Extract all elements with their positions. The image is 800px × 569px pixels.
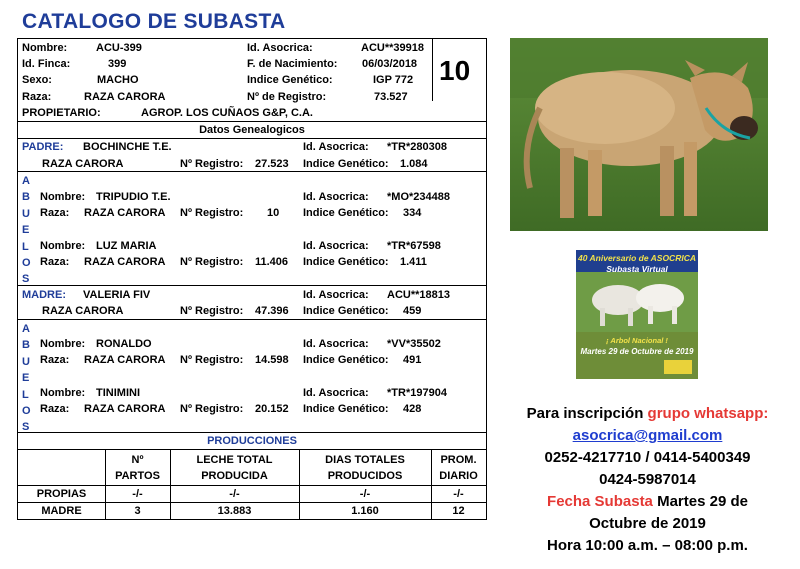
propietario-value: AGROP. LOS CUÑAOS G&P, C.A. (141, 107, 313, 119)
row-propias-partos: -/- (132, 488, 143, 500)
fecha-label: Fecha Subasta (547, 493, 653, 510)
fecha-line (505, 491, 790, 512)
col-dias-b: PRODUCIDOS (327, 470, 403, 482)
abuelo-id-label: Id. Asocrica: (303, 191, 369, 203)
id-asocrica-value: ACU**39918 (361, 42, 424, 54)
abuelos-letter: E (22, 372, 30, 385)
abuelos-letter: U (22, 355, 30, 368)
abuelos-letter: O (22, 257, 31, 269)
abuelos-letter: A (22, 323, 30, 335)
abuela-m-id: *TR*197904 (387, 387, 447, 399)
sexo-value: MACHO (97, 74, 139, 86)
phone-line-1: 0252-4217710 / 0414-5400349 (544, 449, 751, 466)
registro-label: Nº de Registro: (247, 91, 327, 103)
abuelo-m-nombre: RONALDO (96, 338, 152, 350)
abuelo-m-reg-label: Nº Registro: (180, 354, 244, 366)
f-nacimiento-label: F. de Nacimiento: (247, 58, 338, 70)
abuelo-registro: 10 (267, 207, 280, 219)
abuela-nombre-label: Nombre: (40, 240, 86, 252)
page-title: CATALOGO DE SUBASTA (22, 10, 286, 33)
abuelo-ig-label: Indice Genético: (303, 207, 389, 219)
padre-reg-label: Nº Registro: (180, 158, 244, 170)
abuelo-m-raza: RAZA CARORA (84, 354, 166, 366)
inscripcion-line (505, 403, 790, 424)
abuelos-letter: L (22, 388, 29, 401)
raza-label: Raza: (22, 91, 52, 103)
registro-value: 73.527 (374, 91, 408, 103)
madre-ig-label: Indice Genético: (303, 305, 389, 317)
col-dias-a: DIAS TOTALES (325, 454, 405, 466)
col-prom-b: DIARIO (439, 470, 478, 482)
divider (18, 285, 486, 286)
nombre-label: Nombre: (22, 42, 68, 54)
lot-divider (432, 39, 433, 101)
abuelo-m-id-label: Id. Asocrica: (303, 338, 369, 350)
divider (18, 432, 486, 433)
col-partos-a: Nº (131, 454, 144, 466)
id-finca-label: Id. Finca: (22, 58, 71, 70)
row-propias-dias: -/- (359, 488, 371, 500)
abuelos-letter: A (22, 175, 30, 187)
bull-photo (510, 38, 768, 231)
producciones-header: PRODUCCIONES (207, 435, 297, 447)
abuela-m-ig: 428 (403, 403, 422, 415)
fecha-value: Martes 29 de (652, 493, 748, 510)
abuelo-reg-label: Nº Registro: (180, 207, 244, 219)
abuelos-letter: B (22, 339, 30, 352)
padre-raza: RAZA CARORA (42, 158, 124, 170)
catalog-card (17, 38, 487, 520)
madre-raza: RAZA CARORA (42, 305, 124, 317)
madre-reg-label: Nº Registro: (180, 305, 244, 317)
auction-poster (576, 250, 698, 379)
abuelos-letter: L (22, 240, 29, 253)
abuelos-letter: E (22, 224, 30, 237)
abuelo-m-ig-label: Indice Genético: (303, 354, 389, 366)
propietario-label: PROPIETARIO: (22, 107, 101, 119)
inscripcion-whatsapp: grupo whatsapp: (647, 405, 769, 422)
raza-value: RAZA CARORA (84, 91, 166, 103)
row-madre-partos: 3 (134, 505, 141, 517)
abuela-m-registro: 20.152 (255, 403, 289, 415)
poster-line4: Martes 29 de Octubre de 2019 (580, 347, 694, 356)
padre-registro: 27.523 (255, 158, 289, 170)
sexo-label: Sexo: (22, 74, 52, 86)
indice-genetico-value: IGP 772 (373, 74, 414, 86)
abuelo-m-nombre-label: Nombre: (40, 338, 86, 350)
inscripcion-prefix: Para inscripción (526, 405, 648, 422)
abuelo-m-ig: 491 (403, 354, 422, 366)
abuela-ig: 1.411 (400, 256, 427, 268)
abuelos-letter: O (22, 405, 31, 417)
madre-nombre: VALERIA FIV (83, 289, 151, 301)
genealogy-header: Datos Genealogicos (199, 124, 305, 136)
lot-number: 10 (439, 55, 471, 86)
madre-id: ACU**18813 (387, 289, 450, 301)
abuelo-id: *MO*234488 (387, 191, 450, 203)
abuela-reg-label: Nº Registro: (180, 256, 244, 268)
col-partos-b: PARTOS (115, 470, 160, 482)
abuela-registro: 11.406 (255, 256, 289, 268)
fecha-line-2: Octubre de 2019 (589, 515, 706, 532)
phone-line-2: 0424-5987014 (599, 471, 696, 488)
row-propias-leche: -/- (229, 488, 240, 500)
abuelo-nombre: TRIPUDIO T.E. (96, 191, 171, 203)
row-propias-label: PROPIAS (36, 488, 87, 500)
abuela-raza: RAZA CARORA (84, 256, 166, 268)
divider (18, 319, 486, 320)
email-line (505, 425, 790, 446)
id-asocrica-label: Id. Asocrica: (247, 42, 313, 54)
abuela-m-raza: RAZA CARORA (84, 403, 166, 415)
madre-registro: 47.396 (255, 305, 289, 317)
abuela-m-raza-label: Raza: (40, 403, 70, 415)
abuela-m-nombre-label: Nombre: (40, 387, 86, 399)
col-leche-b: PRODUCIDA (201, 470, 268, 482)
abuelo-raza: RAZA CARORA (84, 207, 166, 219)
divider (18, 449, 486, 450)
nombre-value: ACU-399 (96, 42, 142, 54)
padre-nombre: BOCHINCHE T.E. (83, 141, 172, 153)
abuelo-m-id: *VV*35502 (387, 338, 441, 350)
abuela-nombre: LUZ MARIA (96, 240, 157, 252)
abuela-m-nombre: TINIMINI (96, 387, 140, 399)
padre-ig-label: Indice Genético: (303, 158, 389, 170)
madre-ig: 459 (403, 305, 422, 317)
poster-line1: 40 Aniversario de ASOCRICA (578, 253, 696, 263)
abuela-id: *TR*67598 (387, 240, 441, 252)
abuela-raza-label: Raza: (40, 256, 70, 268)
abuelo-nombre-label: Nombre: (40, 191, 86, 203)
abuelos-letter: S (22, 421, 30, 434)
email-link[interactable]: asocrica@gmail.com (572, 427, 723, 444)
abuelo-m-raza-label: Raza: (40, 354, 70, 366)
row-madre-prom: 12 (452, 505, 465, 517)
abuelo-ig: 334 (403, 207, 422, 219)
divider (18, 171, 486, 172)
col-leche-a: LECHE TOTAL (196, 454, 273, 466)
abuela-m-ig-label: Indice Genético: (303, 403, 389, 415)
padre-label: PADRE: (22, 141, 64, 153)
abuelo-raza-label: Raza: (40, 207, 70, 219)
madre-id-label: Id. Asocrica: (303, 289, 369, 301)
padre-id-label: Id. Asocrica: (303, 141, 369, 153)
abuelos-letter: S (22, 273, 30, 286)
indice-genetico-label: Indice Genético: (247, 74, 333, 86)
padre-id: *TR*280308 (387, 141, 447, 153)
divider (18, 485, 486, 486)
poster-line2: Subasta Virtual (606, 264, 668, 274)
abuela-m-reg-label: Nº Registro: (180, 403, 244, 415)
divider (18, 121, 486, 122)
padre-ig: 1.084 (400, 158, 428, 170)
divider (18, 502, 486, 503)
f-nacimiento-value: 06/03/2018 (362, 58, 418, 70)
row-madre-label: MADRE (41, 505, 82, 517)
abuelos-letter: B (22, 191, 30, 204)
abuela-id-label: Id. Asocrica: (303, 240, 369, 252)
divider (18, 138, 486, 139)
col-prom-a: PROM. (440, 454, 477, 466)
id-finca-value: 399 (108, 58, 127, 70)
row-propias-prom: -/- (453, 488, 464, 500)
abuelos-letter: U (22, 207, 30, 220)
abuela-m-id-label: Id. Asocrica: (303, 387, 369, 399)
row-madre-leche: 13.883 (217, 505, 252, 517)
poster-line3: ¡ Arbol Nacional ! (606, 336, 668, 345)
hora-line: Hora 10:00 a.m. – 08:00 p.m. (547, 537, 748, 554)
madre-label: MADRE: (22, 289, 66, 301)
abuelo-m-registro: 14.598 (255, 354, 289, 366)
abuela-ig-label: Indice Genético: (303, 256, 389, 268)
row-madre-dias: 1.160 (351, 505, 379, 517)
bull-photo-illustration (510, 38, 768, 231)
